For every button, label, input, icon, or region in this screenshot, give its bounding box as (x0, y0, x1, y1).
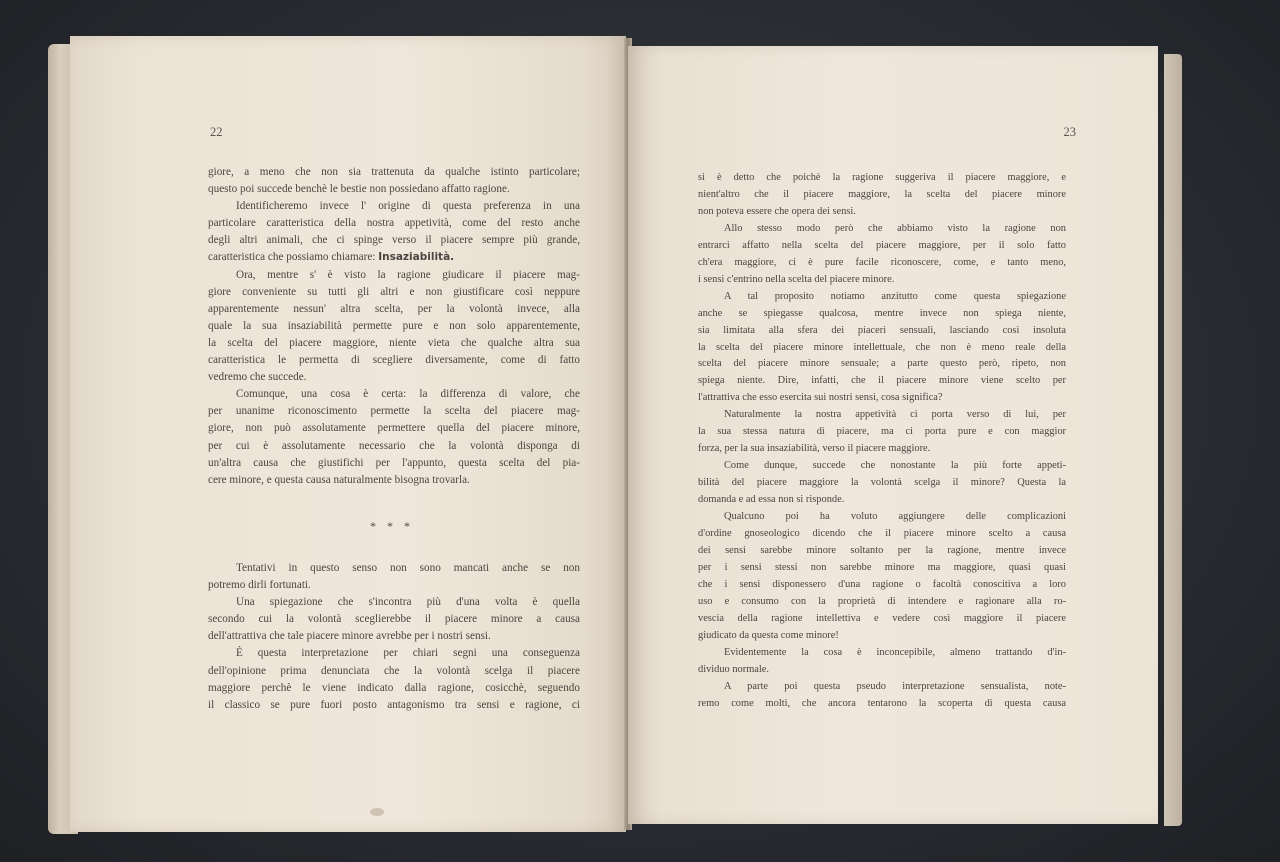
text-line: sia limitata alla sfera dei piaceri sensuali, lasciando così insoluta (698, 324, 1066, 336)
text-line: per i sensi stessi non sarebbe minore ma maggiore, quasi quasi (698, 561, 1066, 573)
right-page-text (698, 170, 1066, 713)
text-line: Comunque, una cosa è certa: la differenza di valore, che (236, 388, 580, 401)
text-line: vescia della ragione intellettiva e vedere così maggiore il piacere (698, 612, 1066, 624)
text-line: Naturalmente la nostra appetività ci porta verso di lui, per (724, 409, 1066, 421)
text-line: per unanime riconoscimento permette la scelta del piacere mag- (208, 405, 580, 418)
text-line: dell'attrattiva che tale piacere minore avrebbe per i nostri sensi. (208, 630, 491, 643)
text-line: particolare caratteristica della nostra appetività, come del resto anche (208, 217, 580, 230)
page-number-left: 22 (210, 125, 223, 139)
text-line: Tentativi in questo senso non sono mancati anche se non (236, 562, 580, 574)
text-line: caratteristica che possiamo chiamare: (208, 251, 379, 264)
text-line: dei sensi sarebbe minore soltanto per la ragione, mentre invece (698, 544, 1066, 556)
text-line: secondo cui la volontà sceglierebbe il piacere minore a causa (208, 613, 580, 626)
text-line: A tal proposito notiamo anzitutto come questa spiegazione (724, 290, 1066, 302)
open-book (48, 32, 1182, 838)
text-line: potremo dirli fortunati. (208, 579, 311, 592)
text-line: Evidentemente la cosa è inconcepibile, almeno trattando d'in- (724, 646, 1066, 658)
text-line: per cui è assolutamente necessario che la volontà disponga di (208, 439, 580, 452)
text-line: domanda e ad essa non si risponde. (698, 494, 845, 506)
text-line: il classico se pure fuori posto antagonismo tra sensi e ragione, ci (208, 698, 580, 711)
text-line: A parte poi questa pseudo interpretazione sensualista, note- (724, 680, 1066, 692)
text-line: Identificheremo invece l' origine di questa preferenza in una (236, 200, 580, 213)
text-line: degli altri animali, che ci spinge verso il piacere sempre più grande, (208, 234, 580, 247)
text-line: questo poi succede benchè le bestie non possiedano affatto ragione. (208, 183, 510, 196)
text-line: che i sensi disponessero d'una ragione o facoltà conoscitiva a loro (698, 578, 1066, 590)
text-line: dell'opinione prima denunciata che la volontà scelga il piacere (208, 664, 580, 677)
text-line: nient'altro che il piacere maggiore, la scelta del piacere minore (698, 188, 1066, 200)
paper-stain (370, 808, 384, 816)
left-page-upper-text (208, 164, 580, 489)
text-line: uso e consumo con la proprietà di intendere e ragionare alla ro- (698, 595, 1066, 607)
text-line: scelta del piacere minore sensuale; a parte questo però, ripeto, non (698, 358, 1066, 370)
left-page-lower-text (208, 560, 580, 714)
text-line: entrarci affatto nella scelta del piacere maggiore, per il solo fatto (698, 239, 1066, 251)
text-line: spiega niente. Dire, infatti, che il piacere minore viene scelto per (698, 375, 1066, 387)
text-line: d'ordine gnoseologico dicendo che il piacere minore scelto a causa (698, 528, 1066, 540)
text-line: giudicato da questa come minore! (698, 629, 839, 641)
text-line: l'attrattiva che esso esercita sui nostri sensi, cosa significa? (698, 392, 943, 404)
text-line: bilità del piacere maggiore la volontà scelga il minore? Questa la (698, 477, 1066, 489)
text-line: dividuo normale. (698, 663, 769, 675)
text-line: la scelta del piacere maggiore, niente vieta che qualche altra sua (208, 336, 580, 349)
right-page-edges (1164, 54, 1182, 826)
text-line: vedremo che succede. (208, 371, 307, 384)
left-page (70, 36, 626, 832)
text-line: remo come molti, che ancora tentarono la scoperta di questa causa (698, 697, 1066, 709)
text-line: Una spiegazione che s'incontra più d'una volta è quella (236, 596, 580, 609)
text-line: i sensi c'entrino nella scelta del piacere minore. (698, 273, 895, 285)
text-line: giore, a meno che non sia trattenuta da qualche istinto particolare; (208, 166, 580, 178)
text-line: si è detto che poichè la ragione suggeriva il piacere maggiore, e (698, 172, 1066, 183)
text-line: giore, non può assolutamente permettere quella del piacere minore, (208, 422, 580, 435)
text-line: È questa interpretazione per chiari segni una conseguenza (236, 647, 580, 660)
text-line: maggiore perchè le viene indicato dalla ragione, cosicchè, seguendo (208, 681, 580, 694)
text-line: Come dunque, succede che nonostante la più forte appeti- (724, 460, 1066, 472)
text-line: un'altra causa che giustifichi per l'appunto, questa scelta del pia- (208, 456, 580, 469)
page-number-right: 23 (1063, 125, 1076, 139)
text-line: quale la sua insaziabilità permette pure e non solo apparentemente, (208, 319, 580, 332)
text-line: Qualcuno poi ha voluto aggiungere delle complicazioni (724, 511, 1066, 523)
keyword-insaziabilita: Insaziabilità. (378, 251, 455, 264)
text-line: ch'era maggiore, ci è pure facile riconoscere, come, e tanto meno, (698, 256, 1066, 268)
text-line-with-keyword (208, 249, 580, 266)
text-line: caratteristica le permetta di scegliere diversamente, come di fatto (208, 354, 580, 367)
text-line: non poteva essere che opera dei sensi. (698, 205, 856, 217)
right-page (628, 46, 1158, 824)
text-line: anche se spiegasse qualcosa, mentre invece non spiega niente, (698, 307, 1066, 319)
text-line: la sua stessa natura di piacere, ma ci porta pure e con maggior (698, 426, 1066, 438)
text-line: giore conveniente su tutti gli altri e non giustificare così neppure (208, 285, 580, 298)
text-line: cere minore, e questa causa naturalmente bisogna trovarla. (208, 473, 470, 486)
text-line: apparentemente nessun' altra scelta, per la volontà invece, alla (208, 302, 580, 315)
text-line: forza, per la sua insaziabilità, verso il piacere maggiore. (698, 443, 931, 455)
section-break-asterism: * * * (370, 519, 414, 533)
text-line: Allo stesso modo però che abbiamo visto la ragione non (724, 222, 1066, 234)
text-line: la scelta del piacere minore intellettuale, che non è meno reale della (698, 341, 1066, 353)
text-line: Ora, mentre s' è visto la ragione giudicare il piacere mag- (236, 268, 580, 281)
